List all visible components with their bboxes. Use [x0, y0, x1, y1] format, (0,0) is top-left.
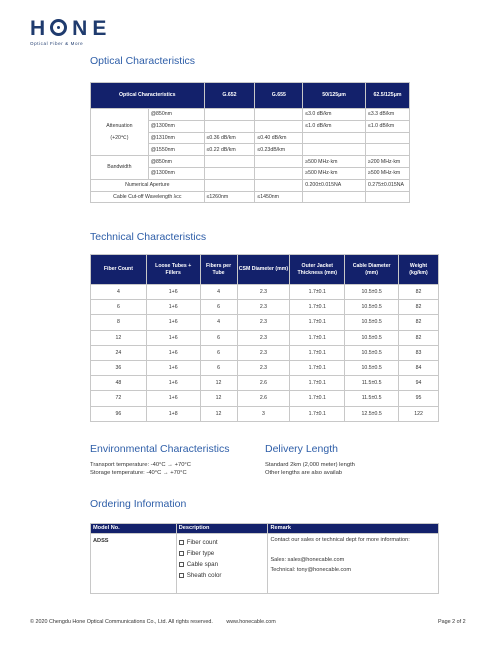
remark-contact: Contact our sales or technical dept for more information: [270, 537, 410, 543]
g655-cell [255, 120, 303, 132]
copyright-text: © 2020 Chengdu Hone Optical Communications Co., Ltd. All rights reserved. [30, 619, 213, 625]
fiber-count-cell: 36 [91, 360, 147, 375]
table-row [91, 109, 410, 121]
jacket-thickness-cell: 1.7±0.1 [290, 360, 345, 375]
fiber-count-cell: 72 [91, 391, 147, 406]
g652-cell: ≤1260nm [204, 191, 255, 203]
m50-cell: ≤3.0 dB/km [303, 109, 366, 121]
cable-diameter-cell: 10.5±0.5 [345, 315, 399, 330]
option-fiber-count[interactable] [179, 537, 266, 548]
m62-cell [365, 132, 409, 144]
cable-diameter-cell: 10.5±0.5 [345, 285, 399, 300]
optical-header-row [91, 83, 410, 109]
fibers-per-tube-cell: 12 [200, 376, 237, 391]
wavelength-cell: @1310nm [148, 132, 204, 144]
optical-table [90, 82, 410, 203]
attenuation-temp: (+20℃) [110, 135, 129, 142]
fibers-per-tube-cell: 6 [200, 330, 237, 345]
jacket-thickness-cell: 1.7±0.1 [290, 345, 345, 360]
jacket-thickness-cell: 1.7±0.1 [290, 285, 345, 300]
fibers-per-tube-cell: 6 [200, 360, 237, 375]
fiber-count-cell: 12 [91, 330, 147, 345]
attenuation-label-cell [91, 109, 149, 156]
option-label: Fiber type [186, 550, 215, 557]
g652-cell [204, 167, 255, 179]
jacket-thickness-cell: 1.7±0.1 [290, 315, 345, 330]
table-row [91, 534, 439, 594]
wavelength-cell: @1300nm [148, 120, 204, 132]
g655-cell [255, 156, 303, 168]
fibers-per-tube-cell: 12 [200, 391, 237, 406]
m62-cell [365, 191, 409, 203]
loose-tubes-cell: 1+8 [146, 406, 200, 421]
page-number: Page 2 of 2 [438, 619, 466, 625]
technical-header-cell: Outer Jacket Thickness (mm) [290, 255, 345, 285]
g652-cell [204, 179, 255, 191]
wavelength-cell: @850nm [148, 156, 204, 168]
weight-cell: 82 [399, 315, 439, 330]
g655-cell [255, 109, 303, 121]
optical-header-cell: G.652 [204, 83, 255, 109]
option-label: Cable span [186, 561, 219, 568]
csm-diameter-cell: 3 [237, 406, 290, 421]
g652-cell [204, 120, 255, 132]
cable-diameter-cell: 10.5±0.5 [345, 360, 399, 375]
weight-cell: 82 [399, 330, 439, 345]
wavelength-cell: @1550nm [148, 144, 204, 156]
table-row [91, 406, 439, 421]
m62-cell: ≤1.0 dB/km [365, 120, 409, 132]
table-row [91, 315, 439, 330]
model-cell [91, 534, 177, 594]
fiber-count-cell: 6 [91, 300, 147, 315]
option-label: Fiber count [186, 539, 218, 546]
loose-tubes-cell: 1+6 [146, 330, 200, 345]
table-row [91, 191, 410, 203]
technical-header-cell: Fiber Count [91, 255, 147, 285]
jacket-thickness-cell: 1.7±0.1 [290, 330, 345, 345]
technical-header-cell: Fibers per Tube [200, 255, 237, 285]
g655-cell [255, 179, 303, 191]
optical-title: Optical Characteristics [90, 55, 196, 67]
csm-diameter-cell: 2.3 [237, 300, 290, 315]
csm-diameter-cell: 2.3 [237, 345, 290, 360]
fibers-per-tube-cell: 4 [200, 285, 237, 300]
attenuation-label: Attenuation [106, 123, 133, 130]
sales-email[interactable]: Sales: sales@honecable.com [270, 557, 345, 563]
g655-cell: ≤1450nm [255, 191, 303, 203]
weight-cell: 82 [399, 285, 439, 300]
cable-diameter-cell: 12.5±0.5 [345, 406, 399, 421]
cable-diameter-cell: 10.5±0.5 [345, 345, 399, 360]
cable-diameter-cell: 10.5±0.5 [345, 300, 399, 315]
fiber-count-cell: 8 [91, 315, 147, 330]
optical-header-cell: 62.5/125μm [365, 83, 409, 109]
jacket-thickness-cell: 1.7±0.1 [290, 391, 345, 406]
table-row [91, 360, 439, 375]
jacket-thickness-cell: 1.7±0.1 [290, 300, 345, 315]
loose-tubes-cell: 1+6 [146, 300, 200, 315]
environmental-title: Environmental Characteristics [90, 443, 230, 455]
company-logo [30, 18, 111, 46]
technical-header-cell: Loose Tubes + Fillers [146, 255, 200, 285]
technical-header-row [91, 255, 439, 285]
fibers-per-tube-cell: 6 [200, 300, 237, 315]
g655-cell: ≤0.23dB/km [255, 144, 303, 156]
numerical-aperture-label: Numerical Aperture [91, 179, 205, 191]
m62-cell: 0.275±0.015NA [365, 179, 409, 191]
checkbox-icon [179, 573, 184, 578]
technical-header-cell: Cable Diameter (mm) [345, 255, 399, 285]
footer [30, 619, 276, 625]
ordering-table [90, 523, 439, 594]
checkbox-icon [179, 540, 184, 545]
fiber-count-cell: 24 [91, 345, 147, 360]
weight-cell: 84 [399, 360, 439, 375]
ordering-header-cell: Remark [268, 524, 439, 534]
m62-cell: ≥500 MHz·km [365, 167, 409, 179]
cable-diameter-cell: 11.5±0.5 [345, 376, 399, 391]
g652-cell: ≤0.36 dB/km [204, 132, 255, 144]
logo-tagline: Optical Fiber & More [30, 41, 84, 46]
g655-cell: ≤0.40 dB/km [255, 132, 303, 144]
cutoff-wavelength-label: Cable Cut-off Wavelength λcc [91, 191, 205, 203]
m62-cell: ≥200 MHz·km [365, 156, 409, 168]
optical-header-cell: Optical Characteristics [91, 83, 205, 109]
csm-diameter-cell: 2.3 [237, 360, 290, 375]
jacket-thickness-cell: 1.7±0.1 [290, 406, 345, 421]
ordering-title: Ordering Information [90, 498, 187, 510]
website-link[interactable]: www.honecable.com [226, 619, 276, 625]
fibers-per-tube-cell: 6 [200, 345, 237, 360]
loose-tubes-cell: 1+6 [146, 285, 200, 300]
m50-cell: 0.200±0.015NA [303, 179, 366, 191]
m50-cell [303, 191, 366, 203]
weight-cell: 95 [399, 391, 439, 406]
weight-cell: 94 [399, 376, 439, 391]
fiber-count-cell: 96 [91, 406, 147, 421]
optical-header-cell: 50/125μm [303, 83, 366, 109]
delivery-title: Delivery Length [265, 443, 338, 455]
remark-cell [268, 534, 439, 594]
loose-tubes-cell: 1+6 [146, 391, 200, 406]
logo-wordmark: H NE [30, 17, 112, 40]
bandwidth-label: Bandwidth [91, 156, 149, 180]
option-fiber-type[interactable] [179, 548, 266, 559]
cable-diameter-cell: 10.5±0.5 [345, 330, 399, 345]
loose-tubes-cell: 1+6 [146, 376, 200, 391]
fiber-count-cell: 48 [91, 376, 147, 391]
table-row [91, 345, 439, 360]
loose-tubes-cell: 1+6 [146, 315, 200, 330]
m62-cell: ≤3.3 dB/km [365, 109, 409, 121]
technical-email[interactable]: Technical: tony@honecable.com [270, 567, 352, 573]
weight-cell: 82 [399, 300, 439, 315]
wavelength-cell: @850nm [148, 109, 204, 121]
ordering-header-cell: Description [176, 524, 268, 534]
fibers-per-tube-cell: 4 [200, 315, 237, 330]
table-row [91, 330, 439, 345]
g652-cell [204, 156, 255, 168]
technical-header-cell: CSM Diameter (mm) [237, 255, 290, 285]
m62-cell [365, 144, 409, 156]
checkbox-icon [179, 551, 184, 556]
m50-cell [303, 144, 366, 156]
delivery-standard: Standard 2km (2,000 meter) length [265, 462, 355, 468]
weight-cell: 122 [399, 406, 439, 421]
m50-cell [303, 132, 366, 144]
jacket-thickness-cell: 1.7±0.1 [290, 376, 345, 391]
csm-diameter-cell: 2.3 [237, 285, 290, 300]
loose-tubes-cell: 1+6 [146, 345, 200, 360]
technical-title: Technical Characteristics [90, 231, 207, 243]
option-sheath-color[interactable] [179, 570, 266, 581]
storage-temperature: Storage temperature: -40°C → +70°C [90, 470, 187, 476]
fiber-count-cell: 4 [91, 285, 147, 300]
table-row [91, 179, 410, 191]
csm-diameter-cell: 2.6 [237, 376, 290, 391]
ordering-header-cell: Model No. [91, 524, 177, 534]
wavelength-cell: @1300nm [148, 167, 204, 179]
description-cell [176, 534, 268, 594]
delivery-other: Other lengths are also availab [265, 470, 343, 476]
loose-tubes-cell: 1+6 [146, 360, 200, 375]
table-row [91, 285, 439, 300]
table-row [91, 376, 439, 391]
m50-cell: ≤1.0 dB/km [303, 120, 366, 132]
table-row [91, 156, 410, 168]
fibers-per-tube-cell: 12 [200, 406, 237, 421]
transport-temperature: Transport temperature: -40°C → +70°C [90, 462, 191, 468]
optical-header-cell: G.655 [255, 83, 303, 109]
option-cable-span[interactable] [179, 559, 266, 570]
table-row [91, 300, 439, 315]
checkbox-icon [179, 562, 184, 567]
m50-cell: ≥500 MHz·km [303, 167, 366, 179]
option-label: Sheath color [186, 572, 222, 579]
technical-header-cell: Weight (kg/km) [399, 255, 439, 285]
m50-cell: ≥500 MHz·km [303, 156, 366, 168]
g652-cell: ≤0.22 dB/km [204, 144, 255, 156]
csm-diameter-cell: 2.3 [237, 330, 290, 345]
g652-cell [204, 109, 255, 121]
logo-o-icon [50, 19, 67, 36]
model-no: ADSS [93, 538, 109, 544]
technical-table [90, 254, 439, 422]
weight-cell: 83 [399, 345, 439, 360]
csm-diameter-cell: 2.3 [237, 315, 290, 330]
csm-diameter-cell: 2.6 [237, 391, 290, 406]
ordering-header-row [91, 524, 439, 534]
cable-diameter-cell: 11.5±0.5 [345, 391, 399, 406]
table-row [91, 391, 439, 406]
g655-cell [255, 167, 303, 179]
